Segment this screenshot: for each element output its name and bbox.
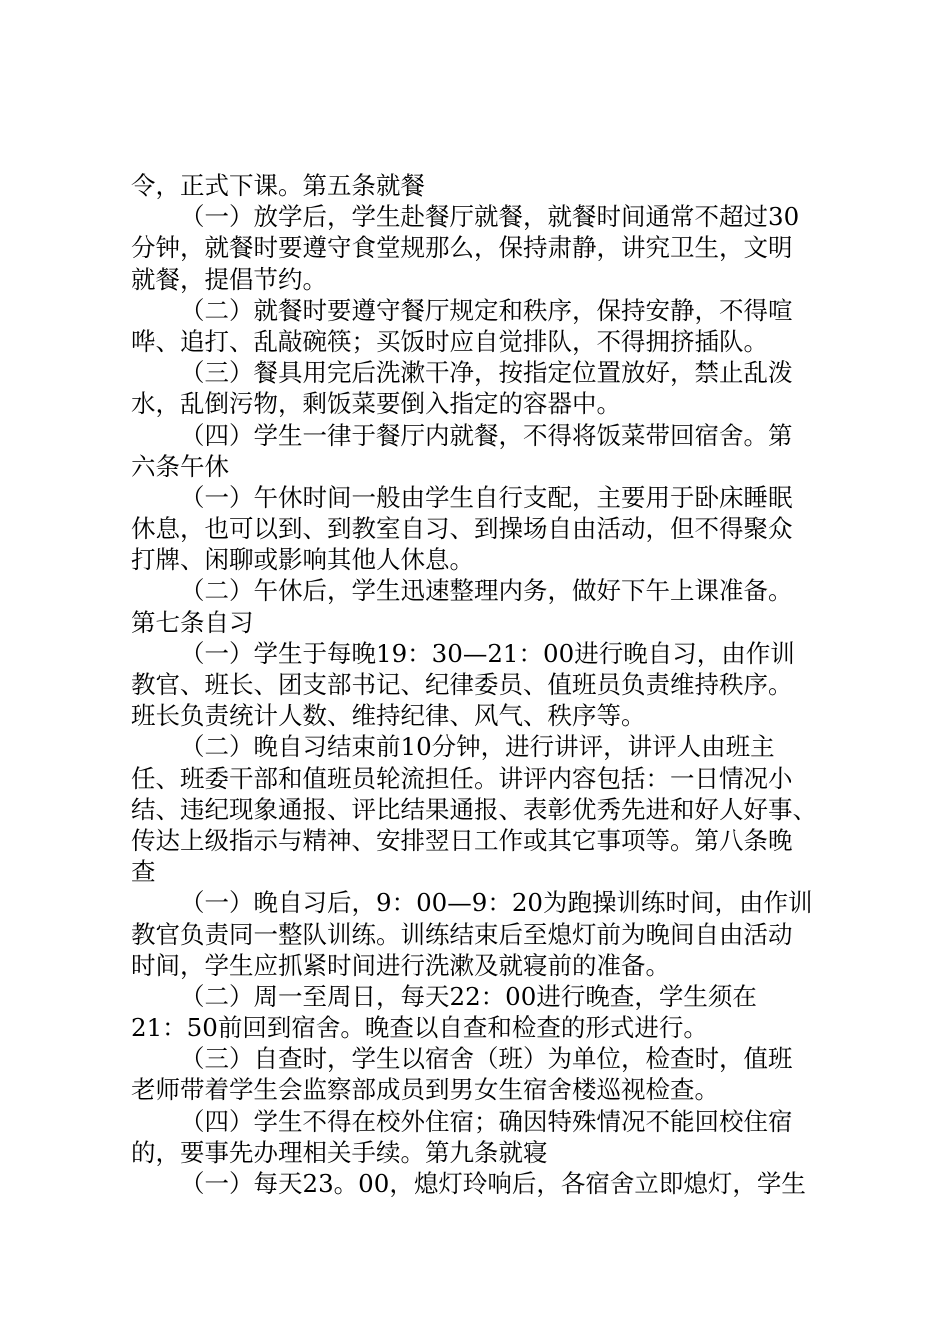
text-line: （二）午休后，学生迅速整理内务，做好下午上课准备。 bbox=[180, 576, 793, 606]
text-line: （二）周一至周日，每天22：00进行晚查，学生须在 bbox=[180, 981, 757, 1011]
text-line: 分钟，就餐时要遵守食堂规那么，保持肃静，讲究卫生，文明 bbox=[131, 233, 793, 263]
text-line: 21：50前回到宿舍。晚查以自查和检查的形式进行。 bbox=[131, 1013, 708, 1043]
text-line: （三）餐具用完后洗漱干净，按指定位置放好，禁止乱泼 bbox=[180, 358, 793, 388]
text-line: 哗、追打、乱敲碗筷；买饭时应自觉排队，不得拥挤插队。 bbox=[131, 326, 768, 356]
text-line: 结、违纪现象通报、评比结果通报、表彰优秀先进和好人好事、 bbox=[131, 794, 817, 824]
text-line: 老师带着学生会监察部成员到男女生宿舍楼巡视检查。 bbox=[131, 1075, 719, 1105]
text-line: 教官、班长、团支部书记、纪律委员、值班员负责维持秩序。 bbox=[131, 670, 793, 699]
text-line: 就餐，提倡节约。 bbox=[131, 264, 327, 294]
text-line: 打牌、闲聊或影响其他人休息。 bbox=[131, 545, 474, 575]
text-line: 六条午休 bbox=[131, 451, 229, 481]
document-body bbox=[131, 170, 831, 1199]
text-line: 教官负责同一整队训练。训练结束后至熄灯前为晚间自由活动 bbox=[131, 919, 793, 949]
text-line: （一）午休时间一般由学生自行支配，主要用于卧床睡眠 bbox=[180, 482, 793, 512]
text-line: （一）学生于每晚19：30—21：00进行晚自习，由作训 bbox=[180, 638, 795, 668]
text-line: 的，要事先办理相关手续。第九条就寝 bbox=[131, 1137, 548, 1167]
text-line: 任、班委干部和值班员轮流担任。讲评内容包括：一日情况小 bbox=[131, 763, 793, 793]
text-line: 传达上级指示与精神、安排翌日工作或其它事项等。第八条晚 bbox=[131, 825, 793, 855]
text-line: 水，乱倒污物，剩饭菜要倒入指定的容器中。 bbox=[131, 389, 621, 419]
text-line: （二）就餐时要遵守餐厅规定和秩序，保持安静，不得喧 bbox=[180, 295, 793, 325]
text-line: （四）学生一律于餐厅内就餐，不得将饭菜带回宿舍。第 bbox=[180, 420, 793, 450]
text-line: （二）晚自习结束前10分钟，进行讲评，讲评人由班主 bbox=[180, 732, 775, 762]
text-line: 休息，也可以到、到教室自习、到操场自由活动，但不得聚众 bbox=[131, 514, 793, 544]
text-line: （四）学生不得在校外住宿；确因特殊情况不能回校住宿 bbox=[180, 1106, 793, 1136]
text-line: 查 bbox=[131, 857, 156, 887]
text-line: 令，正式下课。第五条就餐 bbox=[131, 171, 425, 200]
text-line: （一）放学后，学生赴餐厅就餐，就餐时间通常不超过30 bbox=[180, 202, 800, 232]
text-line: （三）自查时，学生以宿舍（班）为单位，检查时，值班 bbox=[180, 1044, 793, 1074]
text-line: （一）晚自习后，9：00—9：20为跑操训练时间，由作训 bbox=[180, 888, 813, 918]
text-line: （一）每天23。00，熄灯玲响后，各宿舍立即熄灯，学生 bbox=[180, 1169, 806, 1198]
text-line: 第七条自习 bbox=[131, 607, 254, 637]
text-line: 班长负责统计人数、维持纪律、风气、秩序等。 bbox=[131, 701, 646, 731]
text-line: 时间，学生应抓紧时间进行洗漱及就寝前的准备。 bbox=[131, 950, 670, 980]
